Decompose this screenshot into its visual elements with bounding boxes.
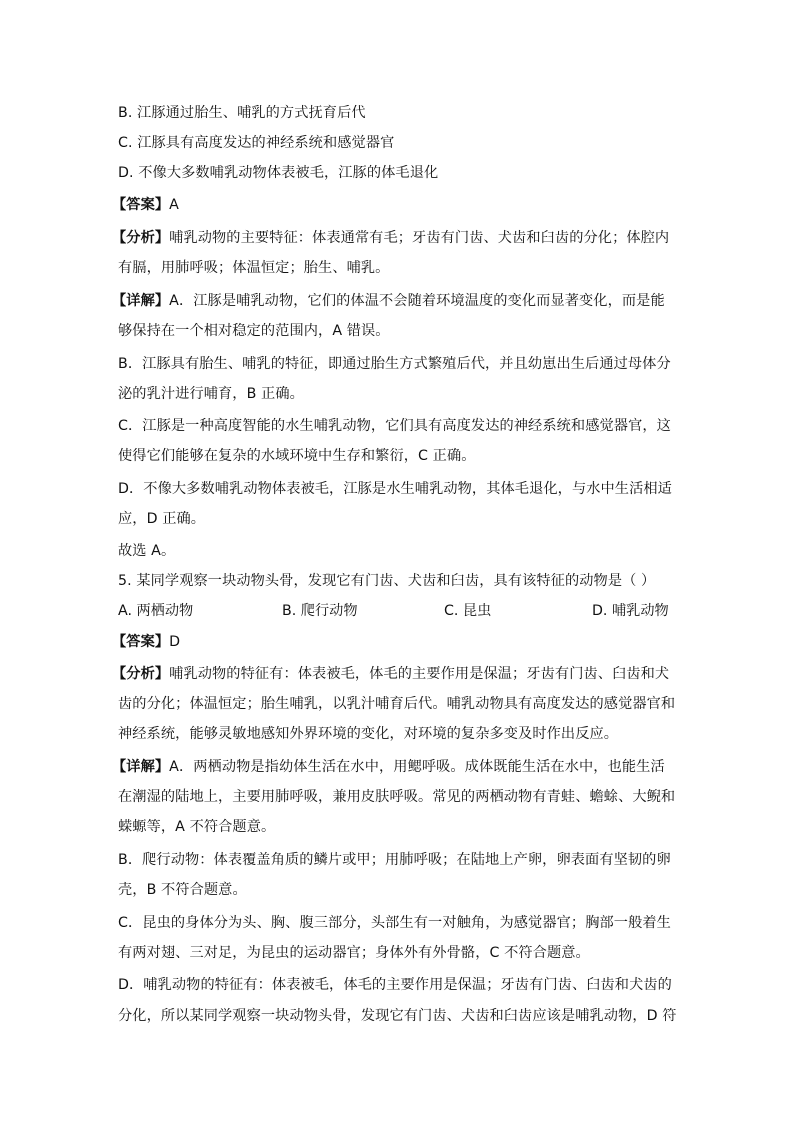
q5-analysis-line-2: 齿的分化；体温恒定；胎生哺乳，以乳汁哺育后代。哺乳动物具有高度发达的感觉器官和: [118, 696, 676, 712]
q5-option-a: A. 两栖动物: [118, 603, 194, 619]
q5-detail-a-line-1: [112, 757, 665, 777]
q4-detail-a-line-1: [112, 291, 665, 311]
detail-text: A．两栖动物是指幼体生活在水中，用鳃呼吸。成体既能生活在水中，也能生活: [169, 759, 665, 775]
q4-option-b: B. 江豚通过胎生、哺乳的方式抚育后代: [118, 105, 366, 121]
q5-option-c: C. 昆虫: [444, 603, 492, 619]
q5-detail-b-line-2: 壳，B 不符合题意。: [118, 882, 247, 898]
q4-detail-d-line-2: 应，D 正确。: [118, 511, 206, 527]
answer-value: D: [169, 634, 181, 650]
analysis-text: 哺乳动物的特征有：体表被毛，体毛的主要作用是保温；牙齿有门齿、臼齿和犬: [169, 666, 670, 682]
detail-text: A．江豚是哺乳动物，它们的体温不会随着环境温度的变化而显著变化，而是能: [169, 293, 665, 309]
detail-tag: 【详解】: [112, 293, 170, 309]
q4-analysis-line-2: 有膈，用肺呼吸；体温恒定；胎生、哺乳。: [118, 260, 390, 276]
q5-option-d: D. 哺乳动物: [592, 603, 669, 619]
q4-detail-c-line-2: 使得它们能够在复杂的水域环境中生存和繁衍，C 正确。: [118, 448, 476, 464]
q5-detail-a-line-3: 蝾螈等，A 不符合题意。: [118, 819, 276, 835]
q5-detail-b-line-1: B．爬行动物：体表覆盖角质的鳞片或甲；用肺呼吸；在陆地上产卵，卵表面有坚韧的卵: [118, 852, 671, 868]
q4-answer: [112, 195, 179, 215]
q4-detail-b-line-2: 泌的乳汁进行哺育，B 正确。: [118, 386, 304, 402]
q5-analysis-line-3: 神经系统，能够灵敏地感知外界环境的变化，对环境的复杂多变及时作出反应。: [118, 726, 619, 742]
q4-option-c: C. 江豚具有高度发达的神经系统和感觉器官: [118, 135, 395, 151]
q4-detail-d-line-1: D．不像大多数哺乳动物体表被毛，江豚是水生哺乳动物，其体毛退化，与水中生活相适: [118, 481, 672, 497]
analysis-tag: 【分析】: [112, 230, 170, 246]
q4-detail-b-line-1: B．江豚具有胎生、哺乳的特征，即通过胎生方式繁殖后代，并且幼崽出生后通过母体分: [118, 356, 671, 372]
analysis-text: 哺乳动物的主要特征：体表通常有毛；牙齿有门齿、犬齿和臼齿的分化；体腔内: [169, 230, 670, 246]
q5-detail-c-line-2: 有两对翅、三对足，为昆虫的运动器官；身体外有外骨骼，C 不符合题意。: [118, 945, 590, 961]
analysis-tag: 【分析】: [112, 666, 170, 682]
q4-conclusion: 故选 A。: [118, 543, 176, 559]
q5-detail-a-line-2: 在潮湿的陆地上，主要用肺呼吸，兼用皮肤呼吸。常见的两栖动物有青蛙、蟾蜍、大鲵和: [118, 789, 676, 805]
q5-analysis-line-1: [112, 664, 669, 684]
detail-tag: 【详解】: [112, 759, 170, 775]
q4-detail-c-line-1: C．江豚是一种高度智能的水生哺乳动物，它们具有高度发达的神经系统和感觉器官，这: [118, 418, 671, 434]
answer-value: A: [169, 197, 179, 213]
q5-answer: [112, 632, 180, 652]
answer-tag: 【答案】: [112, 634, 170, 650]
q4-detail-a-line-2: 够保持在一个相对稳定的范围内，A 错误。: [118, 323, 390, 339]
q4-option-d: D. 不像大多数哺乳动物体表被毛，江豚的体毛退化: [118, 165, 439, 181]
q5-stem: 5. 某同学观察一块动物头骨，发现它有门齿、犬齿和臼齿，具有该特征的动物是（ ）: [118, 573, 656, 589]
answer-tag: 【答案】: [112, 197, 170, 213]
q5-detail-d-line-1: D．哺乳动物的特征有：体表被毛，体毛的主要作用是保温；牙齿有门齿、臼齿和犬齿的: [118, 977, 672, 993]
q4-analysis-line-1: [112, 228, 669, 248]
q5-option-b: B. 爬行动物: [282, 603, 358, 619]
q5-detail-c-line-1: C．昆虫的身体分为头、胸、腹三部分，头部生有一对触角，为感觉器官；胸部一般着生: [118, 915, 671, 931]
q5-detail-d-line-2: 分化，所以某同学观察一块动物头骨，发现它有门齿、犬齿和臼齿应该是哺乳动物，D 符: [118, 1008, 677, 1024]
